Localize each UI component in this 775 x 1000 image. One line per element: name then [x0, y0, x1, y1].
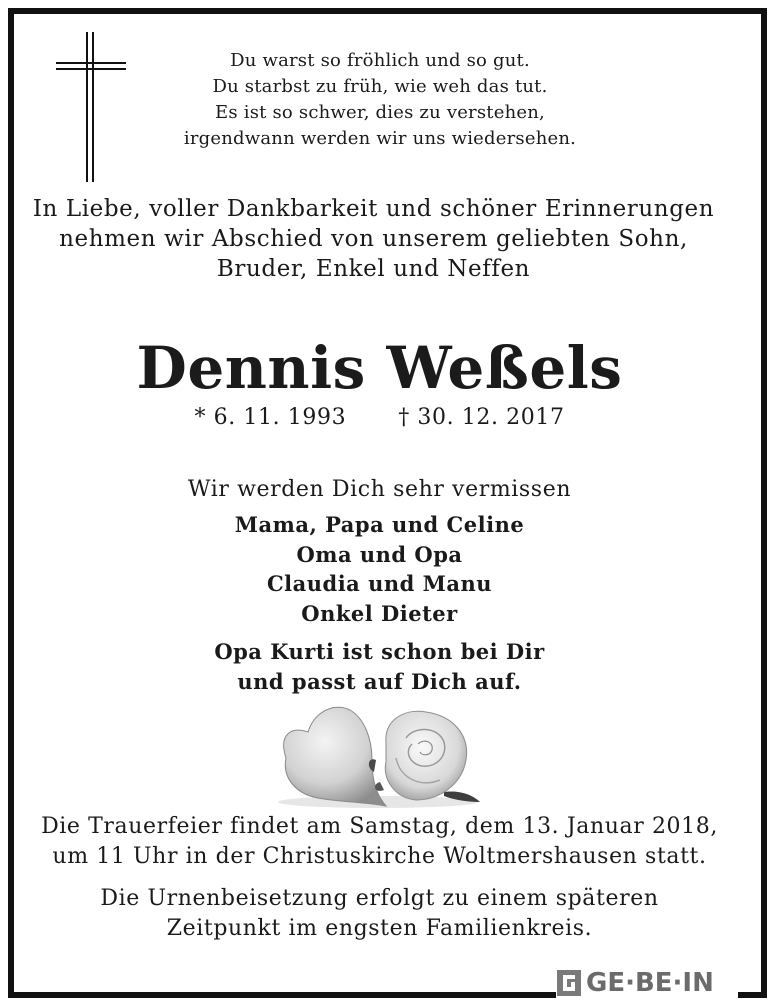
family-member: Claudia und Manu — [266, 571, 493, 596]
gebein-logo — [556, 966, 738, 1000]
cross-icon — [48, 24, 128, 184]
urn-line: Die Urnenbeisetzung erfolgt zu einem späteren — [100, 886, 659, 911]
deceased-name: Dennis Weßels — [136, 334, 623, 402]
intro-line: nehmen wir Abschied von unserem geliebten Sohn, — [59, 226, 688, 252]
logo-mark-icon — [556, 969, 582, 997]
family-member: Mama, Papa und Celine — [234, 512, 525, 537]
opa-note-line: und passt auf Dich auf. — [237, 669, 522, 694]
intro-text — [20, 194, 727, 284]
intro-line: Bruder, Enkel und Neffen — [216, 256, 531, 282]
logo-text: GE·BE·IN — [586, 968, 714, 998]
intro-line: In Liebe, voller Dankbarkeit und schöner Erinnerungen — [32, 196, 715, 222]
opa-note-line: Opa Kurti ist schon bei Dir — [214, 639, 545, 664]
poem — [140, 48, 620, 152]
opa-note — [0, 637, 759, 697]
family-member: Onkel Dieter — [301, 600, 458, 626]
closing-line: Wir werden Dich sehr vermissen — [187, 477, 572, 502]
ceremony-info — [0, 812, 759, 872]
urn-line: Zeitpunkt im engsten Familienkreis. — [166, 916, 593, 941]
poem-line: irgendwann werden wir uns wiedersehen. — [183, 128, 577, 149]
birth-date: * 6. 11. 1993 — [194, 405, 347, 430]
ceremony-line: um 11 Uhr in der Christuskirche Woltmershausen statt. — [52, 844, 707, 869]
poem-line: Du starbst zu früh, wie weh das tut. — [212, 76, 548, 97]
family-member: Oma und Opa — [296, 541, 463, 567]
death-date: † 30. 12. 2017 — [398, 405, 565, 430]
life-dates — [0, 402, 759, 434]
family-list — [0, 510, 759, 628]
ceremony-line: Die Trauerfeier findet am Samstag, dem 13. Januar 2018, — [41, 814, 718, 839]
heart-and-rose-image — [268, 698, 488, 810]
poem-line: Du warst so fröhlich und so gut. — [230, 50, 530, 71]
poem-line: Es ist so schwer, dies zu verstehen, — [215, 102, 545, 123]
urn-info — [0, 884, 759, 944]
